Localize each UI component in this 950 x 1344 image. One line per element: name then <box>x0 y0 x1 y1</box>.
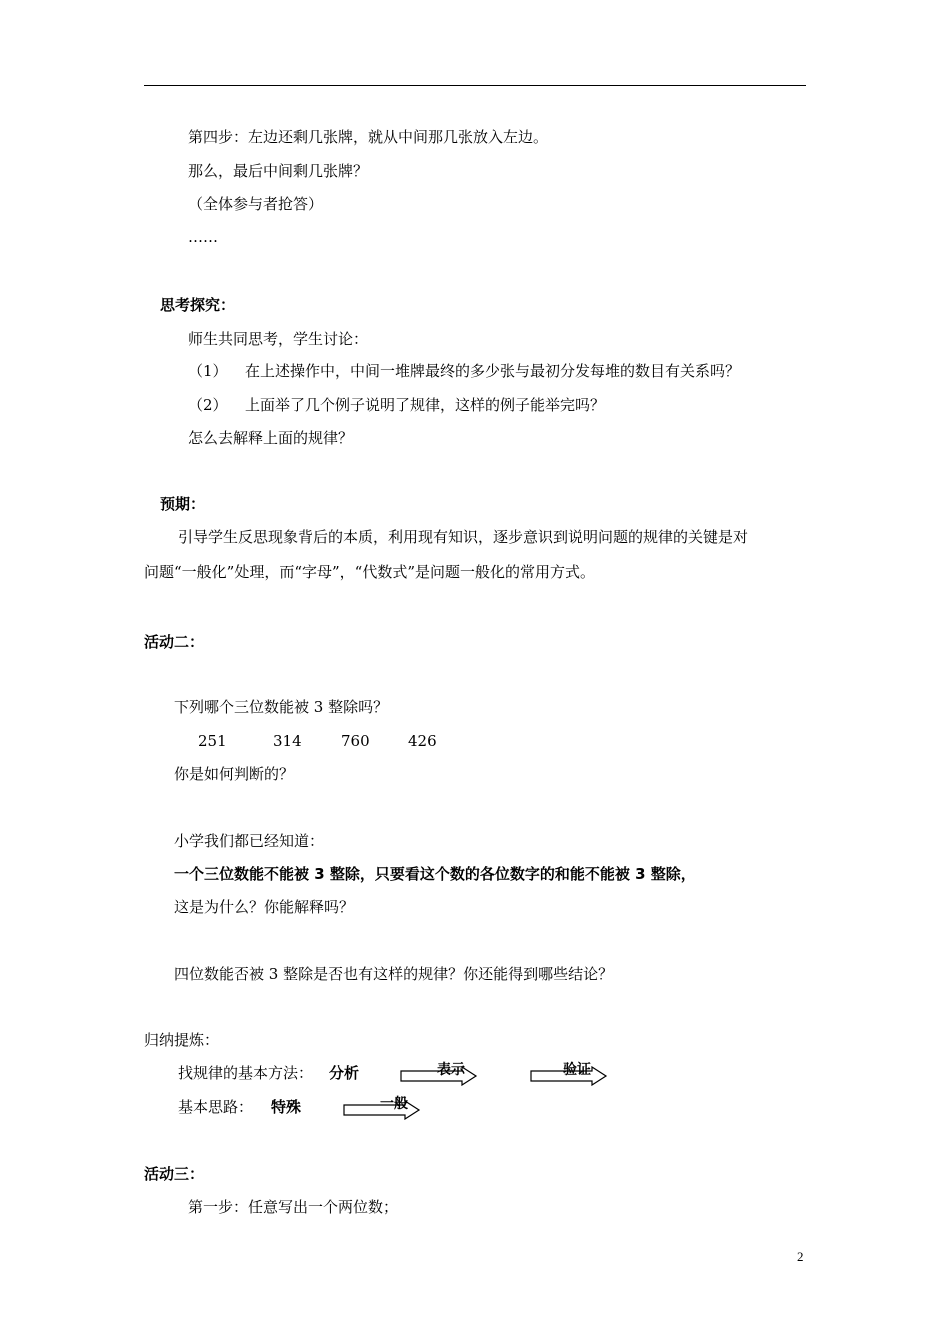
text-discuss: 师生共同思考，学生讨论： <box>188 330 369 348</box>
text-all-answer: （全体参与者抢答） <box>188 195 324 213</box>
heading-activity-3: 活动三： <box>144 1165 205 1183</box>
text-method: 找规律的基本方法： <box>178 1064 314 1082</box>
text-step4: 第四步：左边还剩几张牌，就从中间那几张放入左边。 <box>188 128 549 146</box>
text-basic-idea: 基本思路： <box>178 1098 254 1116</box>
q2-text: 上面举了几个例子说明了规律，这样的例子能举完吗？ <box>245 396 606 414</box>
text-represent: 表示 <box>437 1062 465 1078</box>
text-ellipsis: …… <box>188 228 218 246</box>
number-760: 760 <box>341 732 370 750</box>
text-how-judge: 你是如何判断的？ <box>174 765 295 783</box>
number-314: 314 <box>273 732 302 750</box>
heading-expect: 预期： <box>160 495 206 513</box>
text-explain: 怎么去解释上面的规律？ <box>188 429 354 447</box>
number-251: 251 <box>198 732 227 750</box>
heading-think: 思考探究： <box>160 296 236 314</box>
text-verify: 验证 <box>563 1062 591 1078</box>
text-final-question: 那么，最后中间剩几张牌？ <box>188 162 369 180</box>
number-426: 426 <box>408 732 437 750</box>
text-rule-3: 一个三位数能不能被 3 整除，只要看这个数的各位数字的和能不能被 3 整除， <box>174 865 696 883</box>
text-general: 一般 <box>380 1096 408 1112</box>
text-special: 特殊 <box>271 1098 302 1116</box>
heading-activity-2: 活动二： <box>144 633 205 651</box>
text-step1: 第一步：任意写出一个两位数； <box>188 1198 399 1216</box>
text-summary: 归纳提炼： <box>144 1031 220 1049</box>
q1-number: （1） <box>188 362 228 380</box>
text-primary: 小学我们都已经知道： <box>174 832 325 850</box>
q1-text: 在上述操作中，中间一堆牌最终的多少张与最初分发每堆的数目有关系吗？ <box>245 362 741 380</box>
q2-number: （2） <box>188 396 228 414</box>
text-analyze: 分析 <box>329 1064 360 1082</box>
header-rule <box>144 85 806 86</box>
text-why: 这是为什么？你能解释吗？ <box>174 898 355 916</box>
text-expect-1: 引导学生反思现象背后的本质，利用现有知识，逐步意识到说明问题的规律的关键是对 <box>178 528 749 546</box>
text-which-divisible: 下列哪个三位数能被 3 整除吗？ <box>174 698 389 716</box>
text-four-digit: 四位数能否被 3 整除是否也有这样的规律？你还能得到哪些结论？ <box>174 965 614 983</box>
text-expect-2: 问题“一般化”处理，而“字母”，“代数式”是问题一般化的常用方式。 <box>144 563 596 581</box>
page-number: 2 <box>797 1249 804 1264</box>
